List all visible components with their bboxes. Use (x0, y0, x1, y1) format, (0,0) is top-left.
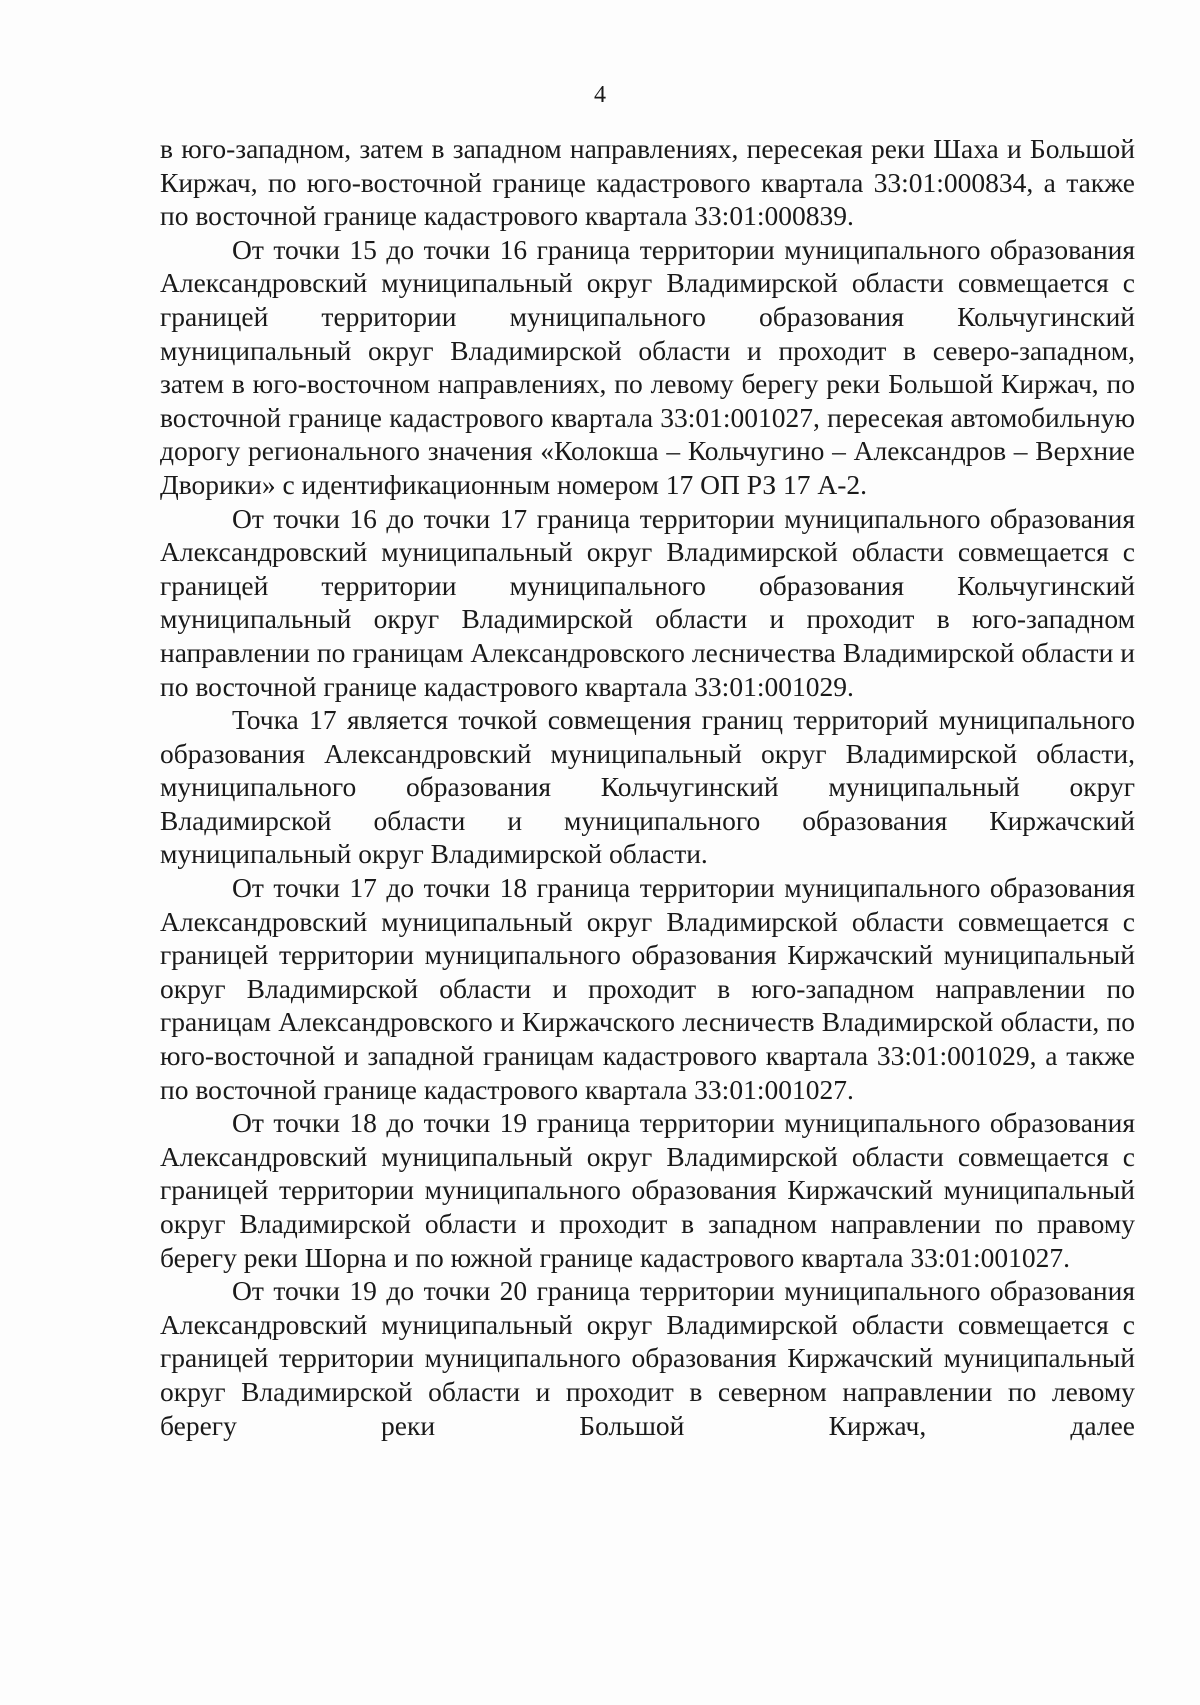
page-number: 4 (594, 82, 606, 108)
document-body (160, 132, 1135, 1442)
paragraph-point-16-17: От точки 16 до точки 17 граница территории муниципального образования Александровский муниципальный округ Владимирской области совмещается с границей территории муниципального образования Кольчугинский муниципальный округ Владимирской области и проходит в юго-западном направлении по границам Александровского лесничества Владимирской области и по восточной границе кадастрового квартала 33:01:001029. (160, 502, 1135, 702)
paragraph-point-18-19: От точки 18 до точки 19 граница территории муниципального образования Александровский муниципальный округ Владимирской области совмещается с границей территории муниципального образования Киржачский муниципальный округ Владимирской области и проходит в западном направлении по правому берегу реки Шорна и по южной границе кадастрового квартала 33:01:001027. (160, 1107, 1135, 1273)
paragraph-point-15-16: От точки 15 до точки 16 граница территории муниципального образования Александровский муниципальный округ Владимирской области совмещается с границей территории муниципального образования Кольчугинский муниципальный округ Владимирской области и проходит в северо-западном, затем в юго-восточном направлениях, по левому берегу реки Большой Киржач, по восточной границе кадастрового квартала 33:01:001027, пересекая автомобильную дорогу регионального значения «Колокша – Кольчугино – Александров – Верхние Дворики» с идентификационным номером 17 ОП РЗ 17 А-2. (160, 233, 1135, 500)
paragraph-point-17: Точка 17 является точкой совмещения границ территорий муниципального образования Александровский муниципальный округ Владимирской области, муниципального образования Кольчугинский муниципальный округ Владимирской области и муниципального образования Киржачский муниципальный округ Владимирской области. (160, 704, 1135, 870)
paragraph-point-17-18: От точки 17 до точки 18 граница территории муниципального образования Александровский муниципальный округ Владимирской области совмещается с границей территории муниципального образования Киржачский муниципальный округ Владимирской области и проходит в юго-западном направлении по границам Александровского и Киржачского лесничеств Владимирской области, по юго-восточной и западной границам кадастрового квартала 33:01:001029, а также по восточной границе кадастрового квартала 33:01:001027. (160, 872, 1135, 1105)
paragraph-continuation: в юго-западном, затем в западном направлениях, пересекая реки Шаха и Большой Киржач, по юго-восточной границе кадастрового квартала 33:01:000834, а также по восточной границе кадастрового квартала 33:01:000839. (160, 133, 1135, 232)
paragraph-point-19-20: От точки 19 до точки 20 граница территории муниципального образования Александровский муниципальный округ Владимирской области совмещается с границей территории муниципального образования Киржачский муниципальный округ Владимирской области и проходит в северном направлении по левому берегу реки Большой Киржач, далее (160, 1275, 1135, 1441)
